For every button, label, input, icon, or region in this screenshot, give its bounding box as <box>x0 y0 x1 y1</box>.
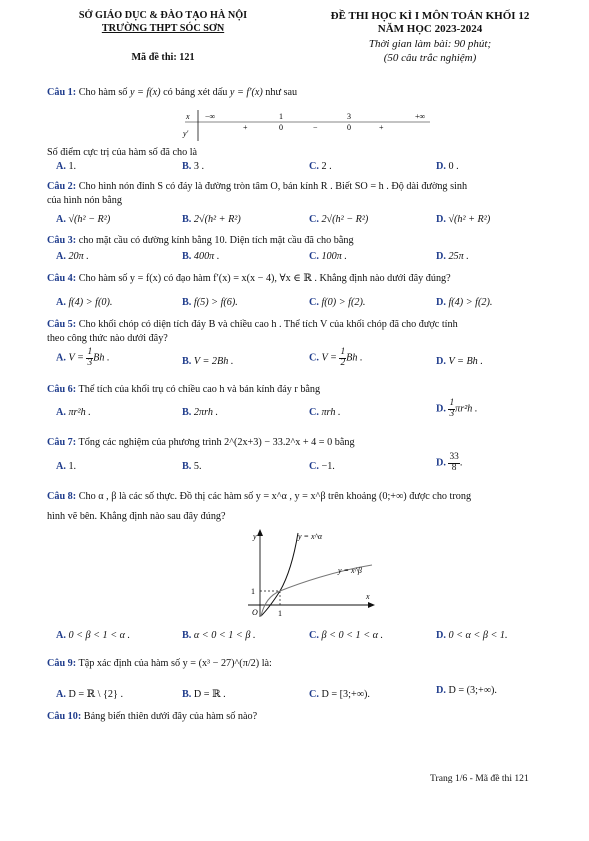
q5-option-c[interactable]: C. V = $\frac{1}{2}$ Bh . <box>309 347 363 368</box>
sign-table-s2: − <box>313 123 318 132</box>
q8-option-b[interactable]: B. α < 0 < 1 < β . <box>182 630 256 641</box>
q4-option-a[interactable]: A. f(4) > f(0). <box>56 297 113 308</box>
q8-option-a[interactable]: A. 0 < β < 1 < α . <box>56 630 131 641</box>
sign-table-x: x <box>186 112 190 121</box>
sign-table-s1: 0 <box>279 123 283 132</box>
q6-option-d[interactable]: D. $\frac{1}{3}$ πr²h . <box>436 398 478 419</box>
question-8-line2: hình vẽ bên. Khẳng định nào sau đây đúng? <box>47 511 226 522</box>
y-axis-arrow <box>257 529 263 536</box>
sign-table-s0: + <box>243 123 248 132</box>
question-1: Câu 1: Cho hàm số y = f(x) có bảng xét dấu y = f′(x) như sau <box>47 87 298 98</box>
q2-option-c[interactable]: C. 2√(h² − R²) <box>309 214 369 225</box>
graph-one-y: 1 <box>251 587 255 596</box>
q5-option-d[interactable]: D. V = Bh . <box>436 356 483 367</box>
sign-table-x2: 3 <box>347 112 351 121</box>
q1-option-d[interactable]: D. 0 . <box>436 161 459 172</box>
q3-option-d[interactable]: D. 25π . <box>436 251 469 262</box>
exam-code: Mã đề thi: 121 <box>131 52 195 63</box>
graph-x-label: x <box>366 592 370 601</box>
question-5: Câu 5: Cho khối chóp có diện tích đáy B và chiều cao h . Thể tích V của khối chóp đã cho được tính <box>47 319 458 330</box>
sign-table-x3: +∞ <box>415 112 426 121</box>
sign-table-x1: 1 <box>279 112 283 121</box>
q9-option-d[interactable]: D. D = (3;+∞). <box>436 685 497 696</box>
q8-option-c[interactable]: C. β < 0 < 1 < α . <box>309 630 384 641</box>
question-5-line2: theo công thức nào dưới đây? <box>47 333 168 344</box>
q7-option-c[interactable]: C. −1. <box>309 461 335 472</box>
q6-option-c[interactable]: C. πrh . <box>309 407 341 418</box>
exam-header <box>0 9 589 71</box>
q9-option-a[interactable]: A. D = ℝ \ {2} . <box>56 689 124 700</box>
q7-option-b[interactable]: B. 5. <box>182 461 202 472</box>
question-2-line2: của hình nón bằng <box>47 195 122 206</box>
page-footer: Trang 1/6 - Mã đề thi 121 <box>430 773 529 784</box>
question-9: Câu 9: Tập xác định của hàm số y = (x³ − 27)^(π/2) là: <box>47 658 272 669</box>
q9-option-c[interactable]: C. D = [3;+∞). <box>309 689 370 700</box>
school-year: NĂM HỌC 2023-2024 <box>377 23 483 35</box>
q5-option-b[interactable]: B. V = 2Bh . <box>182 356 234 367</box>
graph-y-label: y <box>253 532 257 541</box>
question-1-ask: Số điểm cực trị của hàm số đã cho là <box>47 147 198 158</box>
q1-option-b[interactable]: B. 3 . <box>182 161 205 172</box>
exam-time: Thời gian làm bài: 90 phút; <box>368 38 492 50</box>
q6-option-b[interactable]: B. 2πrh . <box>182 407 219 418</box>
graph-one-x: 1 <box>278 609 282 618</box>
question-6: Câu 6: Thể tích của khối trụ có chiều cao h và bán kính đáy r bằng <box>47 384 321 395</box>
question-2: Câu 2: Cho hình nón đỉnh S có đáy là đường tròn tâm O, bán kính R . Biết SO = h . Độ dài đường sinh <box>47 181 468 192</box>
sign-table-x0: −∞ <box>205 112 216 121</box>
exam-title: ĐỀ THI HỌC KÌ I MÔN TOÁN KHỐI 12 <box>330 10 530 22</box>
sign-table-s4: + <box>379 123 384 132</box>
q1-option-c[interactable]: C. 2 . <box>309 161 332 172</box>
question-count: (50 câu trắc nghiệm) <box>383 52 477 64</box>
graph-label-alpha: y = x^α <box>298 532 323 541</box>
q7-option-a[interactable]: A. 1. <box>56 461 77 472</box>
q4-option-c[interactable]: C. f(0) > f(2). <box>309 297 366 308</box>
department-name: SỞ GIÁO DỤC & ĐÀO TẠO HÀ NỘI <box>78 10 248 21</box>
q5-option-a[interactable]: A. V = $\frac{1}{3}$ Bh . <box>56 347 110 368</box>
q2-option-a[interactable]: A. √(h² − R²) <box>56 214 111 225</box>
q3-option-c[interactable]: C. 100π . <box>309 251 347 262</box>
q3-option-b[interactable]: B. 400π . <box>182 251 220 262</box>
q2-option-b[interactable]: B. 2√(h² + R²) <box>182 214 241 225</box>
graph-label-beta: y = x^β <box>338 566 362 575</box>
question-3: Câu 3: cho mặt cầu có đường kính bằng 10. Diện tích mặt cầu đã cho bằng <box>47 235 354 246</box>
q4-option-d[interactable]: D. f(4) > f(2). <box>436 297 493 308</box>
question-4: Câu 4: Cho hàm số y = f(x) có đạo hàm f′(x) = x(x − 4), ∀x ∈ ℝ . Khẳng định nào dưới đây đúng? <box>47 273 451 284</box>
q2-option-d[interactable]: D. √(h² + R²) <box>436 214 491 225</box>
question-8: Câu 8: Cho α , β là các số thực. Đồ thị các hàm số y = x^α , y = x^β trên khoảng (0;+∞) được cho trong <box>47 491 472 502</box>
question-7: Câu 7: Tổng các nghiệm của phương trình 2^(2x+3) − 33.2^x + 4 = 0 bằng <box>47 437 355 448</box>
q9-option-b[interactable]: B. D = ℝ . <box>182 689 226 700</box>
q1-option-a[interactable]: A. 1. <box>56 161 77 172</box>
sign-table-yp: y′ <box>183 129 189 138</box>
q7-option-d[interactable]: D. $\frac{33}{8}$ . <box>436 452 463 473</box>
graph-origin: O <box>252 608 258 617</box>
power-functions-graph <box>240 527 380 623</box>
x-axis-arrow <box>368 602 375 608</box>
question-10: Câu 10: Bảng biến thiên dưới đây của hàm số nào? <box>47 711 258 722</box>
q4-option-b[interactable]: B. f(5) > f(6). <box>182 297 238 308</box>
sign-table-s3: 0 <box>347 123 351 132</box>
q3-option-a[interactable]: A. 20π . <box>56 251 89 262</box>
q8-option-d[interactable]: D. 0 < α < β < 1. <box>436 630 508 641</box>
sign-table <box>175 108 435 142</box>
school-name: TRƯỜNG THPT SÓC SƠN <box>101 23 225 34</box>
q6-option-a[interactable]: A. πr²h . <box>56 407 91 418</box>
curve-x-alpha <box>261 533 298 616</box>
